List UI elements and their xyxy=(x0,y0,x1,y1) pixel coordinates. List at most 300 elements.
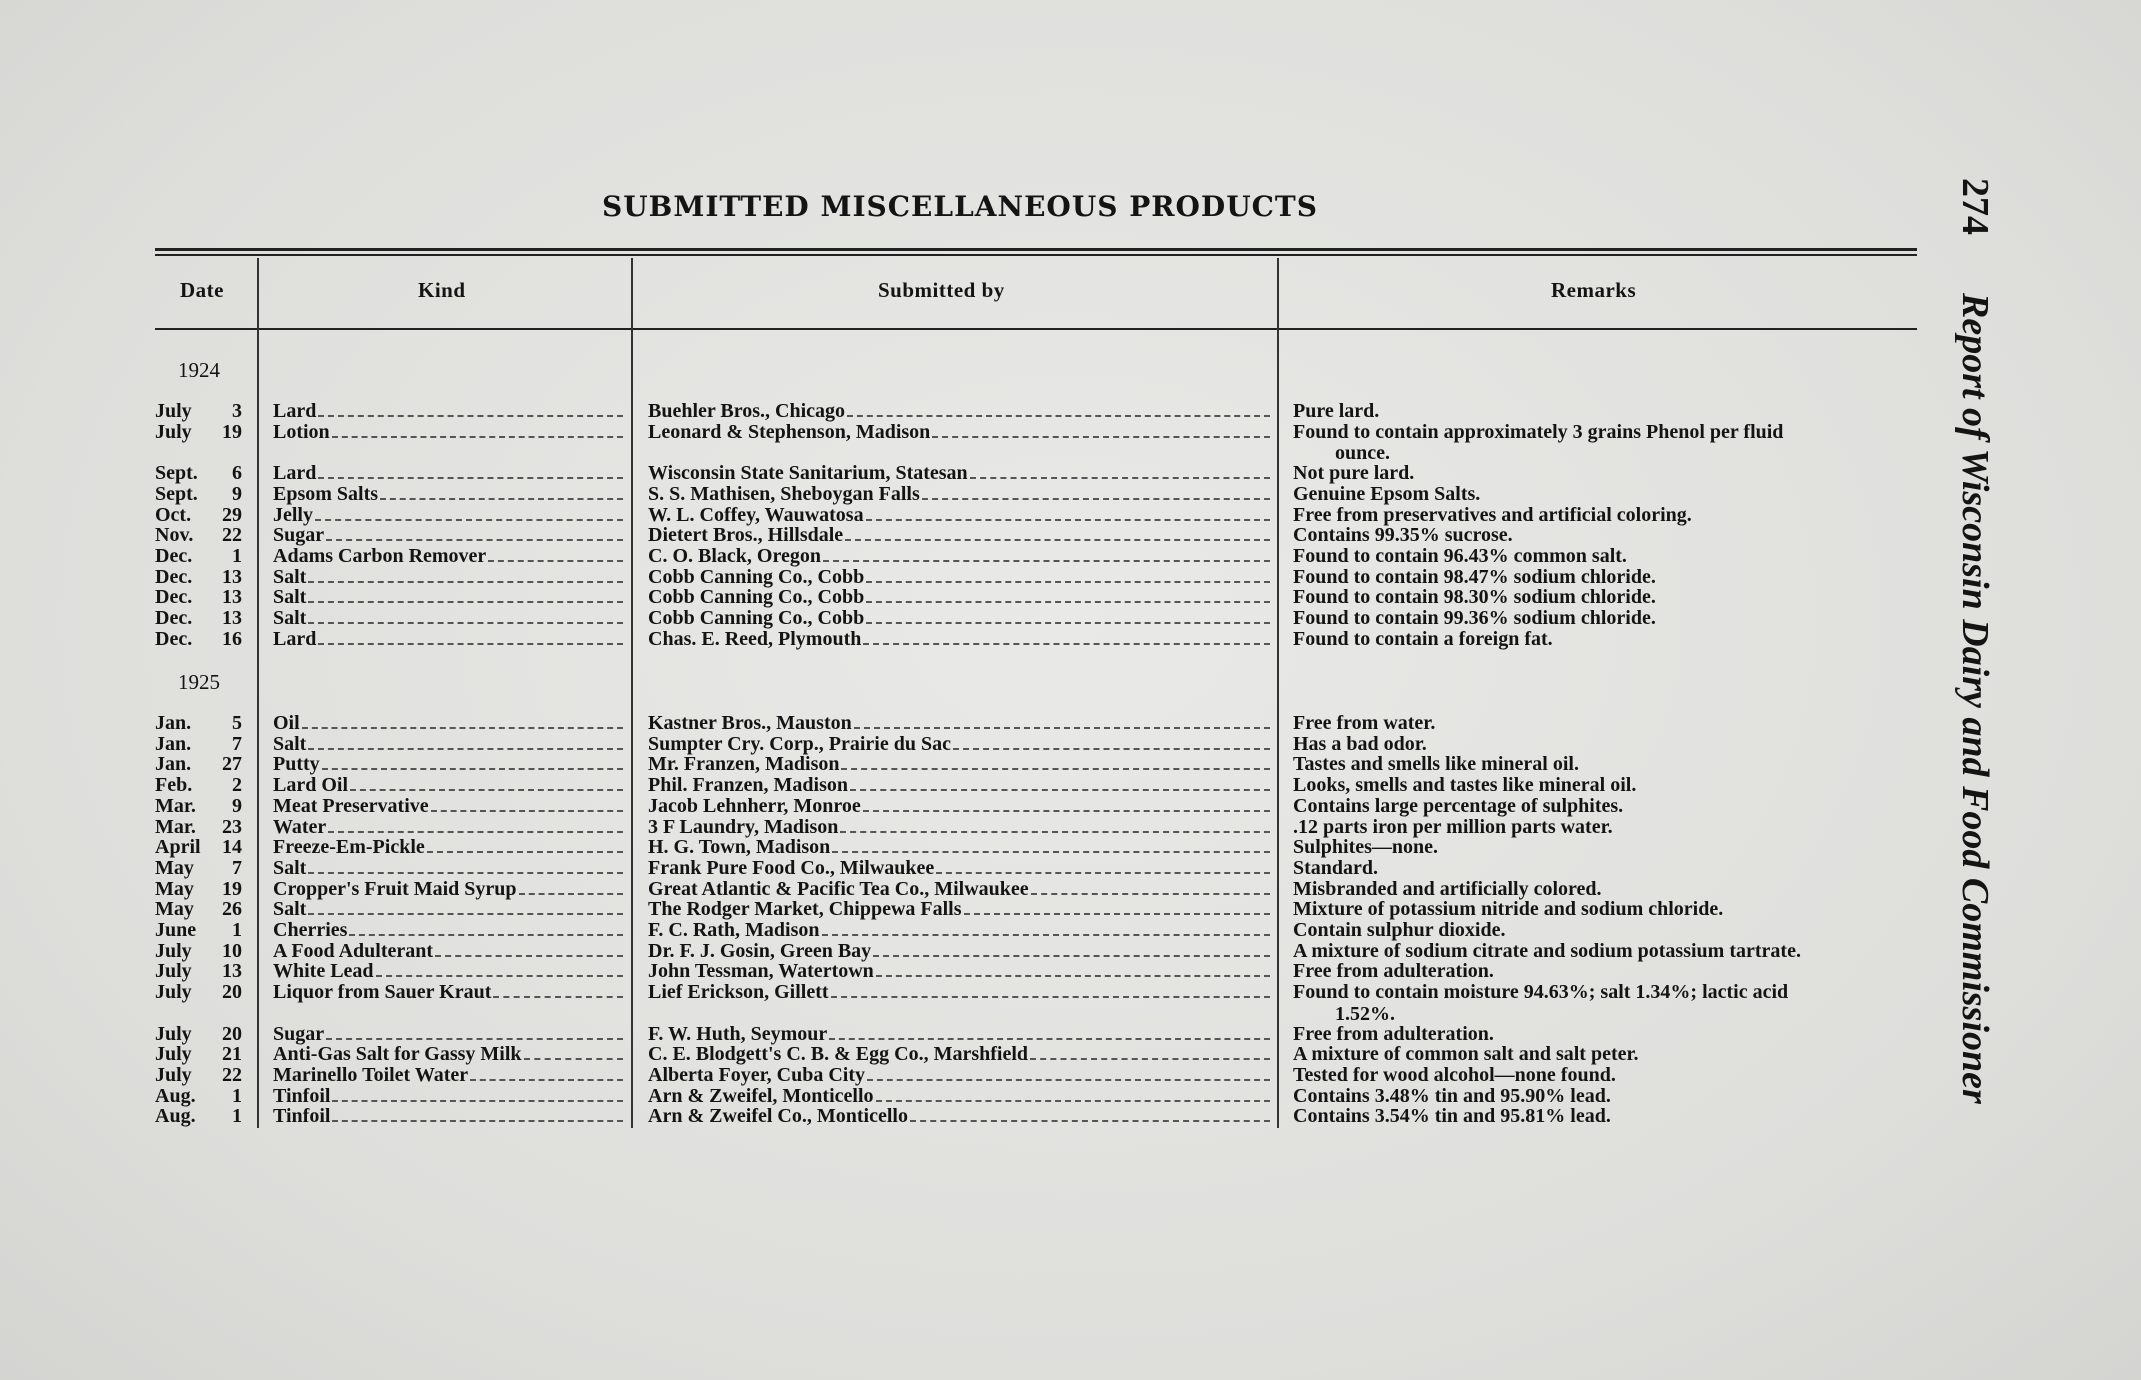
submitted-by-cell-text: S. S. Mathisen, Sheboygan Falls xyxy=(648,483,920,505)
submitted-by-cell xyxy=(648,920,1272,941)
leader-dots xyxy=(326,1024,623,1040)
submitted-by-cell xyxy=(648,546,1272,567)
submitted-by-cell xyxy=(648,608,1272,629)
date-month: April xyxy=(155,836,201,859)
header-remarks: Remarks xyxy=(1551,278,1637,302)
remarks-cell: Found to contain approximately 3 grains Phenol per fluid xyxy=(1293,421,1784,443)
table-row xyxy=(0,858,2141,879)
leader-dots xyxy=(308,587,623,603)
submitted-by-cell-text: Jacob Lehnherr, Monroe xyxy=(648,795,861,817)
submitted-by-cell xyxy=(648,837,1272,858)
date-day: 1 xyxy=(232,919,242,941)
date-day: 22 xyxy=(222,1063,242,1086)
kind-cell xyxy=(273,484,625,505)
remarks-cell: Sulphites—none. xyxy=(1293,837,1439,859)
submitted-by-cell xyxy=(648,484,1272,505)
submitted-by-cell-text: Alberta Foyer, Cuba City xyxy=(648,1064,866,1086)
kind-cell-text: Tinfoil xyxy=(273,1085,331,1107)
kind-cell-text: Adams Carbon Remover xyxy=(273,545,487,567)
submitted-by-cell-text: Cobb Canning Co., Cobb xyxy=(648,566,865,588)
leader-dots xyxy=(427,837,623,853)
submitted-by-cell-text: Cobb Canning Co., Cobb xyxy=(648,608,865,629)
kind-cell xyxy=(273,775,625,796)
table-row xyxy=(0,525,2141,546)
remarks-continuation: ounce. xyxy=(1335,442,1390,465)
table-row xyxy=(0,961,2141,982)
kind-cell-text: A Food Adulterant xyxy=(273,940,434,962)
leader-dots xyxy=(308,899,623,915)
date-month: May xyxy=(155,898,194,921)
top-rule-1 xyxy=(155,248,1917,251)
leader-dots xyxy=(322,754,623,770)
leader-dots xyxy=(850,775,1270,791)
date-month: Mar. xyxy=(155,794,196,817)
kind-cell xyxy=(273,899,625,920)
date-month: Dec. xyxy=(155,565,193,588)
table-row xyxy=(0,941,2141,962)
date-day: 10 xyxy=(222,939,242,962)
date-month: July xyxy=(155,420,192,443)
table-row xyxy=(0,713,2141,734)
kind-cell xyxy=(273,1024,625,1045)
date-day: 13 xyxy=(222,607,242,629)
kind-cell xyxy=(273,858,625,879)
table-row xyxy=(0,837,2141,858)
remarks-cell: Free from water. xyxy=(1293,713,1436,734)
kind-cell-text: Marinello Toilet Water xyxy=(273,1064,469,1086)
submitted-by-cell-text: Dr. F. J. Gosin, Green Bay xyxy=(648,940,872,962)
table-row xyxy=(0,505,2141,526)
leader-dots xyxy=(863,629,1270,645)
submitted-by-cell-text: F. W. Huth, Seymour xyxy=(648,1023,828,1045)
remarks-cell: Looks, smells and tastes like mineral oil. xyxy=(1293,775,1637,797)
table-row xyxy=(0,879,2141,900)
leader-dots xyxy=(332,1086,623,1102)
submitted-by-cell-text: 3 F Laundry, Madison xyxy=(648,816,839,838)
leader-dots xyxy=(315,505,623,521)
date-day: 6 xyxy=(232,462,242,485)
table-row xyxy=(0,422,2141,443)
kind-cell xyxy=(273,608,625,629)
date-day: 27 xyxy=(222,753,242,776)
table-row xyxy=(0,1106,2141,1127)
kind-cell xyxy=(273,713,625,734)
table-row xyxy=(0,817,2141,838)
kind-cell-text: White Lead xyxy=(273,961,374,983)
submitted-by-cell-text: Phil. Franzen, Madison xyxy=(648,775,849,797)
leader-dots xyxy=(823,546,1270,562)
kind-cell-text: Salt xyxy=(273,608,307,629)
leader-dots xyxy=(866,608,1270,624)
leader-dots xyxy=(493,982,623,998)
date-day: 13 xyxy=(222,586,242,609)
leader-dots xyxy=(910,1106,1270,1122)
table-row xyxy=(0,899,2141,920)
kind-cell-text: Lard xyxy=(273,463,317,485)
kind-cell-text: Freeze-Em-Pickle xyxy=(273,837,425,859)
leader-dots xyxy=(866,567,1270,583)
leader-dots xyxy=(970,463,1270,479)
kind-cell xyxy=(273,505,625,526)
date-day: 9 xyxy=(232,482,242,505)
remarks-cell: Tested for wood alcohol—none found. xyxy=(1293,1064,1616,1086)
submitted-by-cell xyxy=(648,879,1272,900)
kind-cell xyxy=(273,961,625,982)
submitted-by-cell-text: Kastner Bros., Mauston xyxy=(648,713,852,734)
submitted-by-cell xyxy=(648,858,1272,879)
leader-dots xyxy=(863,796,1270,812)
date-day: 16 xyxy=(222,627,242,650)
header-kind: Kind xyxy=(418,278,466,302)
date-month: Dec. xyxy=(155,607,193,629)
leader-dots xyxy=(873,941,1270,957)
leader-dots xyxy=(308,734,623,750)
leader-dots xyxy=(841,754,1270,770)
remarks-cell: Genuine Epsom Salts. xyxy=(1293,483,1481,505)
leader-dots xyxy=(845,525,1270,541)
submitted-by-cell xyxy=(648,1065,1272,1086)
table-row xyxy=(0,587,2141,608)
table-row xyxy=(0,1024,2141,1045)
running-head-text: Report of Wisconsin Dairy and Food Commissioner xyxy=(1954,293,1996,1104)
leader-dots xyxy=(1031,879,1270,895)
leader-dots xyxy=(318,463,623,479)
submitted-by-cell-text: Mr. Franzen, Madison xyxy=(648,754,840,776)
remarks-cell: Contains large percentage of sulphites. xyxy=(1293,795,1624,817)
leader-dots xyxy=(932,422,1270,438)
submitted-by-cell xyxy=(648,629,1272,650)
remarks-cell: Contains 99.35% sucrose. xyxy=(1293,525,1513,547)
date-day: 5 xyxy=(232,712,242,734)
remarks-cell: .12 parts iron per million parts water. xyxy=(1293,816,1613,838)
leader-dots xyxy=(831,982,1270,998)
leader-dots xyxy=(840,817,1270,833)
submitted-by-cell xyxy=(648,525,1272,546)
kind-cell-text: Lard xyxy=(273,628,317,650)
kind-cell-text: Oil xyxy=(273,713,300,734)
page-title: SUBMITTED MISCELLANEOUS PRODUCTS xyxy=(602,190,1318,223)
date-month: June xyxy=(155,919,197,941)
table-row xyxy=(0,1044,2141,1065)
date-day: 21 xyxy=(222,1043,242,1066)
leader-dots xyxy=(1030,1044,1270,1060)
date-day: 7 xyxy=(232,732,242,755)
submitted-by-cell-text: Cobb Canning Co., Cobb xyxy=(648,587,865,609)
date-month: Sept. xyxy=(155,482,198,505)
submitted-by-cell-text: F. C. Rath, Madison xyxy=(648,920,820,941)
submitted-by-cell xyxy=(648,754,1272,775)
date-month: July xyxy=(155,939,192,962)
leader-dots xyxy=(308,858,623,874)
kind-cell xyxy=(273,1086,625,1107)
kind-cell-text: Liquor from Sauer Kraut xyxy=(273,982,492,1004)
kind-cell xyxy=(273,920,625,941)
kind-cell-text: Anti-Gas Salt for Gassy Milk xyxy=(273,1044,522,1066)
date-day: 13 xyxy=(222,960,242,983)
submitted-by-cell xyxy=(648,422,1272,443)
submitted-by-cell xyxy=(648,817,1272,838)
date-day: 29 xyxy=(222,503,242,526)
kind-cell-text: Sugar xyxy=(273,525,325,547)
table-row xyxy=(0,754,2141,775)
leader-dots xyxy=(866,505,1270,521)
leader-dots xyxy=(829,1024,1270,1040)
submitted-by-cell xyxy=(648,961,1272,982)
date-day: 1 xyxy=(232,1105,242,1128)
date-month: Aug. xyxy=(155,1105,196,1128)
date-month: Dec. xyxy=(155,627,193,650)
leader-dots xyxy=(866,587,1270,603)
date-month: July xyxy=(155,960,192,983)
date-day: 22 xyxy=(222,524,242,547)
submitted-by-cell xyxy=(648,796,1272,817)
kind-cell xyxy=(273,463,625,484)
submitted-by-cell-text: Arn & Zweifel, Monticello xyxy=(648,1085,874,1107)
submitted-by-cell xyxy=(648,775,1272,796)
table-row xyxy=(0,1086,2141,1107)
kind-cell xyxy=(273,982,625,1003)
remarks-cell: Found to contain a foreign fat. xyxy=(1293,628,1553,650)
leader-dots xyxy=(308,567,623,583)
table-row xyxy=(0,1065,2141,1086)
date-day: 3 xyxy=(232,400,242,422)
date-day: 2 xyxy=(232,774,242,797)
leader-dots xyxy=(964,899,1270,915)
year-heading: 1924 xyxy=(178,358,220,382)
date-day: 9 xyxy=(232,794,242,817)
kind-cell xyxy=(273,525,625,546)
date-month: July xyxy=(155,1063,192,1086)
date-day: 7 xyxy=(232,856,242,879)
remarks-cell: Pure lard. xyxy=(1293,401,1380,422)
leader-dots xyxy=(326,525,623,541)
leader-dots xyxy=(308,608,623,624)
kind-cell xyxy=(273,1106,625,1127)
kind-cell xyxy=(273,941,625,962)
leader-dots xyxy=(380,484,623,500)
table-row xyxy=(0,775,2141,796)
table-row xyxy=(0,463,2141,484)
date-day: 1 xyxy=(232,1084,242,1107)
submitted-by-cell xyxy=(648,734,1272,755)
submitted-by-cell xyxy=(648,587,1272,608)
remarks-cell: A mixture of common salt and salt peter. xyxy=(1293,1044,1639,1066)
submitted-by-cell-text: Arn & Zweifel Co., Monticello xyxy=(648,1106,908,1128)
submitted-by-cell-text: Sumpter Cry. Corp., Prairie du Sac xyxy=(648,733,951,755)
remarks-cell: Contains 3.54% tin and 95.81% lead. xyxy=(1293,1106,1611,1128)
table-row xyxy=(0,920,2141,941)
table-row xyxy=(0,401,2141,422)
remarks-cell: Free from preservatives and artificial coloring. xyxy=(1293,504,1692,526)
table-row xyxy=(0,567,2141,588)
leader-dots xyxy=(470,1065,623,1081)
date-day: 19 xyxy=(222,420,242,443)
kind-cell-text: Tinfoil xyxy=(273,1106,331,1128)
leader-dots xyxy=(953,734,1270,750)
kind-cell xyxy=(273,422,625,443)
kind-cell-text: Water xyxy=(273,816,327,838)
submitted-by-cell xyxy=(648,463,1272,484)
date-day: 13 xyxy=(222,565,242,588)
kind-cell xyxy=(273,567,625,588)
date-day: 1 xyxy=(232,544,242,567)
date-month: Oct. xyxy=(155,503,192,526)
submitted-by-cell-text: H. G. Town, Madison xyxy=(648,837,831,859)
leader-dots xyxy=(376,961,623,977)
submitted-by-cell xyxy=(648,567,1272,588)
submitted-by-cell xyxy=(648,1024,1272,1045)
kind-cell xyxy=(273,546,625,567)
submitted-by-cell xyxy=(648,982,1272,1003)
kind-cell-text: Epsom Salts xyxy=(273,483,379,505)
kind-cell-text: Salt xyxy=(273,857,307,879)
kind-cell-text: Salt xyxy=(273,899,307,921)
kind-cell xyxy=(273,796,625,817)
leader-dots xyxy=(431,796,623,812)
remarks-cell: Found to contain 98.47% sodium chloride. xyxy=(1293,566,1656,588)
submitted-by-cell-text: C. O. Black, Oregon xyxy=(648,545,821,567)
leader-dots xyxy=(519,879,623,895)
submitted-by-cell xyxy=(648,899,1272,920)
date-month: July xyxy=(155,1022,192,1045)
leader-dots xyxy=(350,775,623,791)
leader-dots xyxy=(328,817,623,833)
kind-cell xyxy=(273,1044,625,1065)
remarks-cell: Contain sulphur dioxide. xyxy=(1293,920,1506,941)
leader-dots xyxy=(854,713,1270,729)
leader-dots xyxy=(302,713,623,729)
kind-cell-text: Jelly xyxy=(273,504,313,526)
remarks-cell: Mixture of potassium nitride and sodium chloride. xyxy=(1293,899,1724,921)
leader-dots xyxy=(867,1065,1270,1081)
remarks-cell: Found to contain 96.43% common salt. xyxy=(1293,545,1627,567)
leader-dots xyxy=(524,1044,623,1060)
kind-cell-text: Cropper's Fruit Maid Syrup xyxy=(273,878,517,900)
submitted-by-cell xyxy=(648,1044,1272,1065)
submitted-by-cell-text: Leonard & Stephenson, Madison xyxy=(648,421,931,443)
remarks-cell: A mixture of sodium citrate and sodium potassium tartrate. xyxy=(1293,940,1801,962)
kind-cell-text: Lard Oil xyxy=(273,775,349,797)
submitted-by-cell-text: Frank Pure Food Co., Milwaukee xyxy=(648,857,935,879)
date-month: Mar. xyxy=(155,815,196,838)
kind-cell xyxy=(273,401,625,422)
submitted-by-cell-text: Dietert Bros., Hillsdale xyxy=(648,525,844,547)
remarks-continuation: 1.52%. xyxy=(1335,1002,1395,1025)
submitted-by-cell-text: Great Atlantic & Pacific Tea Co., Milwaukee xyxy=(648,878,1029,900)
leader-dots xyxy=(832,837,1270,853)
kind-cell-text: Salt xyxy=(273,566,307,588)
submitted-by-cell-text: The Rodger Market, Chippewa Falls xyxy=(648,899,962,921)
kind-cell-text: Salt xyxy=(273,733,307,755)
kind-cell-text: Salt xyxy=(273,587,307,609)
leader-dots xyxy=(318,629,623,645)
date-month: Sept. xyxy=(155,462,198,485)
date-month: Aug. xyxy=(155,1084,196,1107)
remarks-cell: Free from adulteration. xyxy=(1293,1023,1494,1045)
date-day: 26 xyxy=(222,898,242,921)
kind-cell-text: Lotion xyxy=(273,421,330,443)
submitted-by-cell-text: C. E. Blodgett's C. B. & Egg Co., Marshfield xyxy=(648,1044,1028,1066)
date-month: Dec. xyxy=(155,586,193,609)
remarks-cell: Found to contain 98.30% sodium chloride. xyxy=(1293,587,1656,609)
kind-cell xyxy=(273,1065,625,1086)
submitted-by-cell xyxy=(648,505,1272,526)
leader-dots xyxy=(349,920,623,936)
leader-dots xyxy=(922,484,1270,500)
leader-dots xyxy=(332,422,623,438)
remarks-cell: Contains 3.48% tin and 95.90% lead. xyxy=(1293,1085,1611,1107)
kind-cell-text: Meat Preservative xyxy=(273,795,429,817)
remarks-cell: Misbranded and artificially colored. xyxy=(1293,878,1602,900)
leader-dots xyxy=(822,920,1270,936)
table-row xyxy=(0,734,2141,755)
date-month: Dec. xyxy=(155,544,193,567)
page-number: 274 xyxy=(1954,178,1996,235)
header-date: Date xyxy=(180,278,224,302)
leader-dots xyxy=(847,401,1270,417)
date-month: Nov. xyxy=(155,524,194,547)
leader-dots xyxy=(318,401,623,417)
submitted-by-cell-text: Lief Erickson, Gillett xyxy=(648,982,829,1004)
submitted-by-cell-text: Wisconsin State Sanitarium, Statesan xyxy=(648,463,968,485)
date-month: Feb. xyxy=(155,774,193,797)
table-row xyxy=(0,796,2141,817)
remarks-cell: Found to contain moisture 94.63%; salt 1.34%; lactic acid xyxy=(1293,982,1789,1004)
remarks-cell: Has a bad odor. xyxy=(1293,733,1427,755)
date-month: Jan. xyxy=(155,712,192,734)
date-day: 23 xyxy=(222,815,242,838)
kind-cell-text: Lard xyxy=(273,401,317,422)
kind-cell-text: Putty xyxy=(273,754,320,776)
leader-dots xyxy=(876,1086,1271,1102)
date-month: Jan. xyxy=(155,732,192,755)
date-day: 20 xyxy=(222,1022,242,1045)
remarks-cell: Free from adulteration. xyxy=(1293,961,1494,983)
date-month: July xyxy=(155,981,192,1004)
submitted-by-cell xyxy=(648,1106,1272,1127)
header-rule xyxy=(155,328,1917,330)
leader-dots xyxy=(488,546,623,562)
header-submitted-by: Submitted by xyxy=(878,278,1005,302)
leader-dots xyxy=(876,961,1270,977)
date-month: Jan. xyxy=(155,753,192,776)
submitted-by-cell xyxy=(648,713,1272,734)
table-row xyxy=(0,982,2141,1003)
kind-cell xyxy=(273,734,625,755)
top-rule-2 xyxy=(155,254,1917,256)
remarks-cell: Tastes and smells like mineral oil. xyxy=(1293,754,1579,776)
submitted-by-cell-text: John Tessman, Watertown xyxy=(648,961,874,983)
kind-cell xyxy=(273,587,625,608)
leader-dots xyxy=(435,941,623,957)
date-day: 14 xyxy=(222,836,242,859)
table-row xyxy=(0,484,2141,505)
date-month: May xyxy=(155,856,194,879)
date-day: 20 xyxy=(222,981,242,1004)
submitted-by-cell-text: Chas. E. Reed, Plymouth xyxy=(648,628,862,650)
kind-cell-text: Cherries xyxy=(273,920,348,941)
table-row xyxy=(0,546,2141,567)
submitted-by-cell-text: W. L. Coffey, Wauwatosa xyxy=(648,504,864,526)
remarks-cell: Not pure lard. xyxy=(1293,463,1415,485)
year-heading: 1925 xyxy=(178,670,220,694)
date-month: July xyxy=(155,400,192,422)
submitted-by-cell xyxy=(648,401,1272,422)
table-row xyxy=(0,629,2141,650)
kind-cell xyxy=(273,629,625,650)
kind-cell xyxy=(273,754,625,775)
table-row xyxy=(0,608,2141,629)
